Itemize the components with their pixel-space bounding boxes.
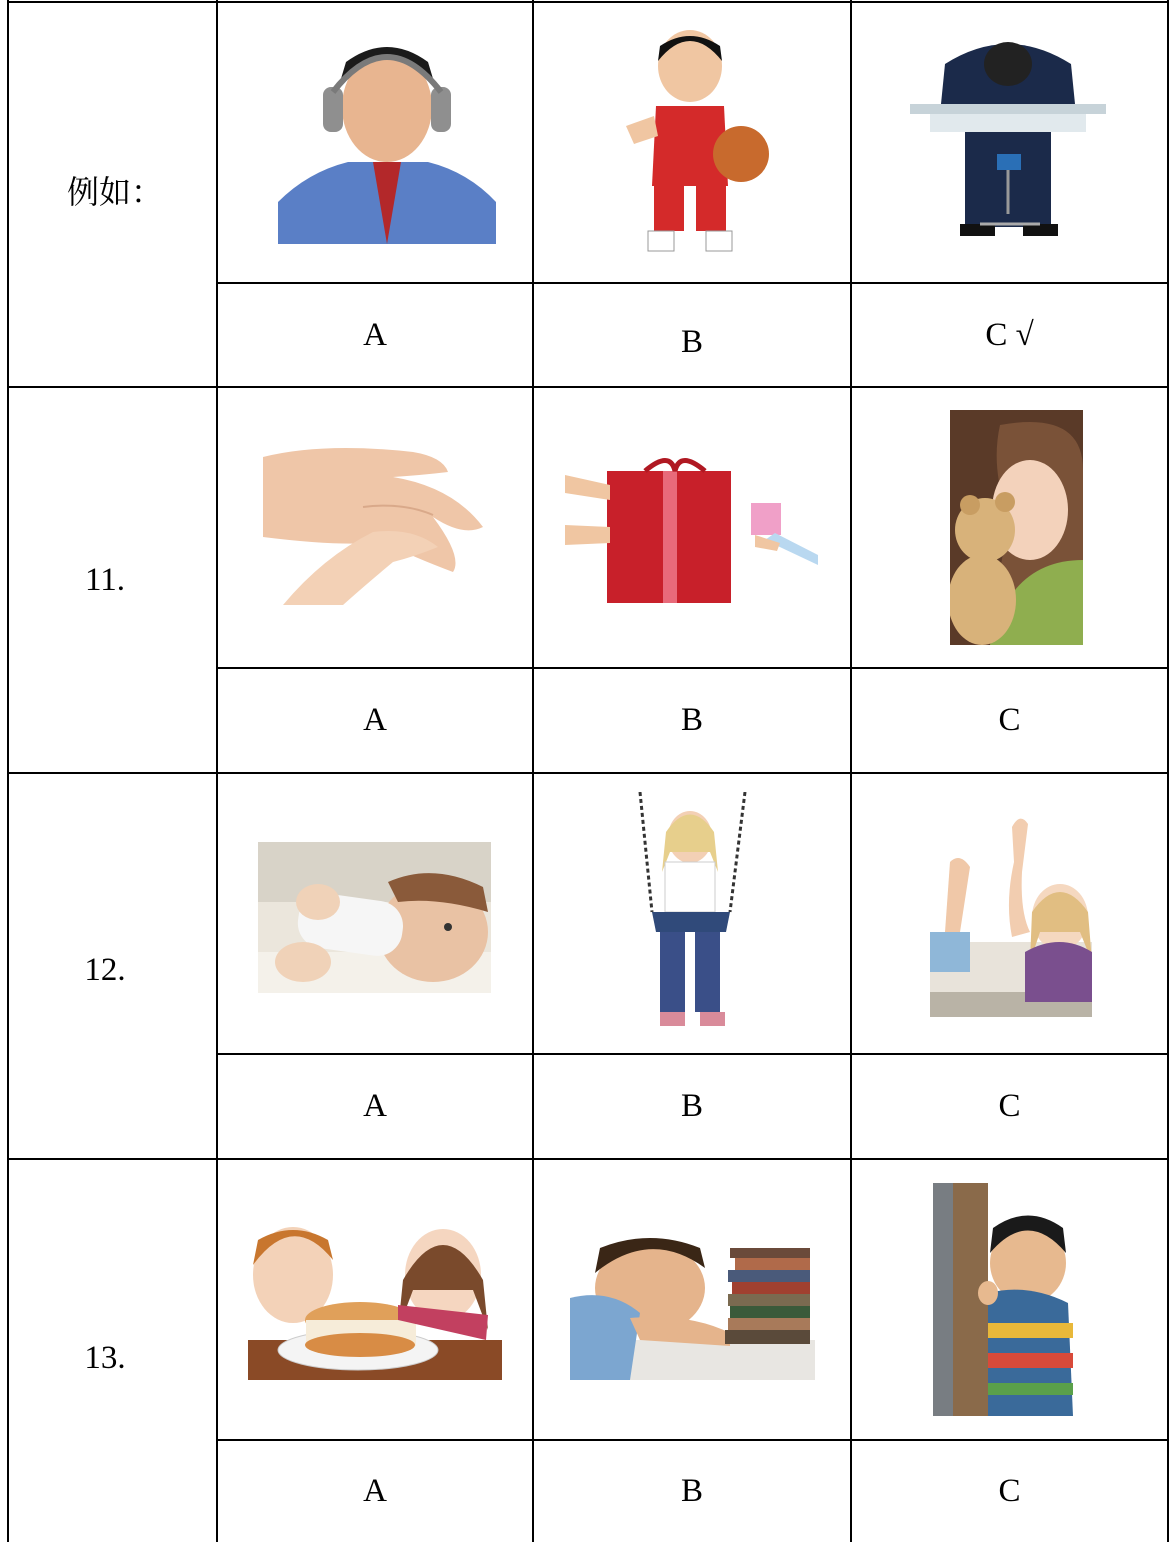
children-with-cake-image	[248, 1220, 502, 1380]
man-with-headphones-image	[278, 32, 496, 244]
holding-hands-image	[263, 447, 486, 605]
boy-peeking-behind-door-image	[933, 1183, 1091, 1416]
option-label-a: A	[363, 702, 387, 738]
option-label-c-checked: C √	[985, 316, 1034, 353]
girl-hugging-teddy-bear-image	[950, 410, 1083, 645]
option-label-c: C	[998, 1088, 1021, 1124]
option-label-c: C	[998, 702, 1021, 738]
option-label-c: C	[998, 1472, 1021, 1509]
children-raising-hands-image	[930, 812, 1092, 1017]
question-number: 11.	[84, 561, 126, 598]
tired-man-at-desk-image	[905, 24, 1111, 262]
option-label-b: B	[680, 1088, 703, 1124]
option-label-a: A	[363, 316, 387, 353]
option-label-a: A	[363, 1472, 387, 1509]
question-number: 12.	[84, 951, 126, 988]
question-number: 13.	[84, 1339, 126, 1376]
boy-with-basketball-image	[606, 26, 774, 258]
boy-sleeping-on-books-image	[570, 1228, 815, 1380]
option-label-b: B	[680, 702, 703, 738]
baby-drinking-milk-image	[258, 842, 491, 993]
girl-on-swing-image	[630, 792, 750, 1035]
option-label-b: B	[680, 323, 703, 360]
giving-gift-image	[565, 455, 818, 605]
option-label-a: A	[363, 1088, 387, 1124]
row-label: 例如：	[66, 173, 163, 211]
option-label-b: B	[680, 1472, 703, 1509]
